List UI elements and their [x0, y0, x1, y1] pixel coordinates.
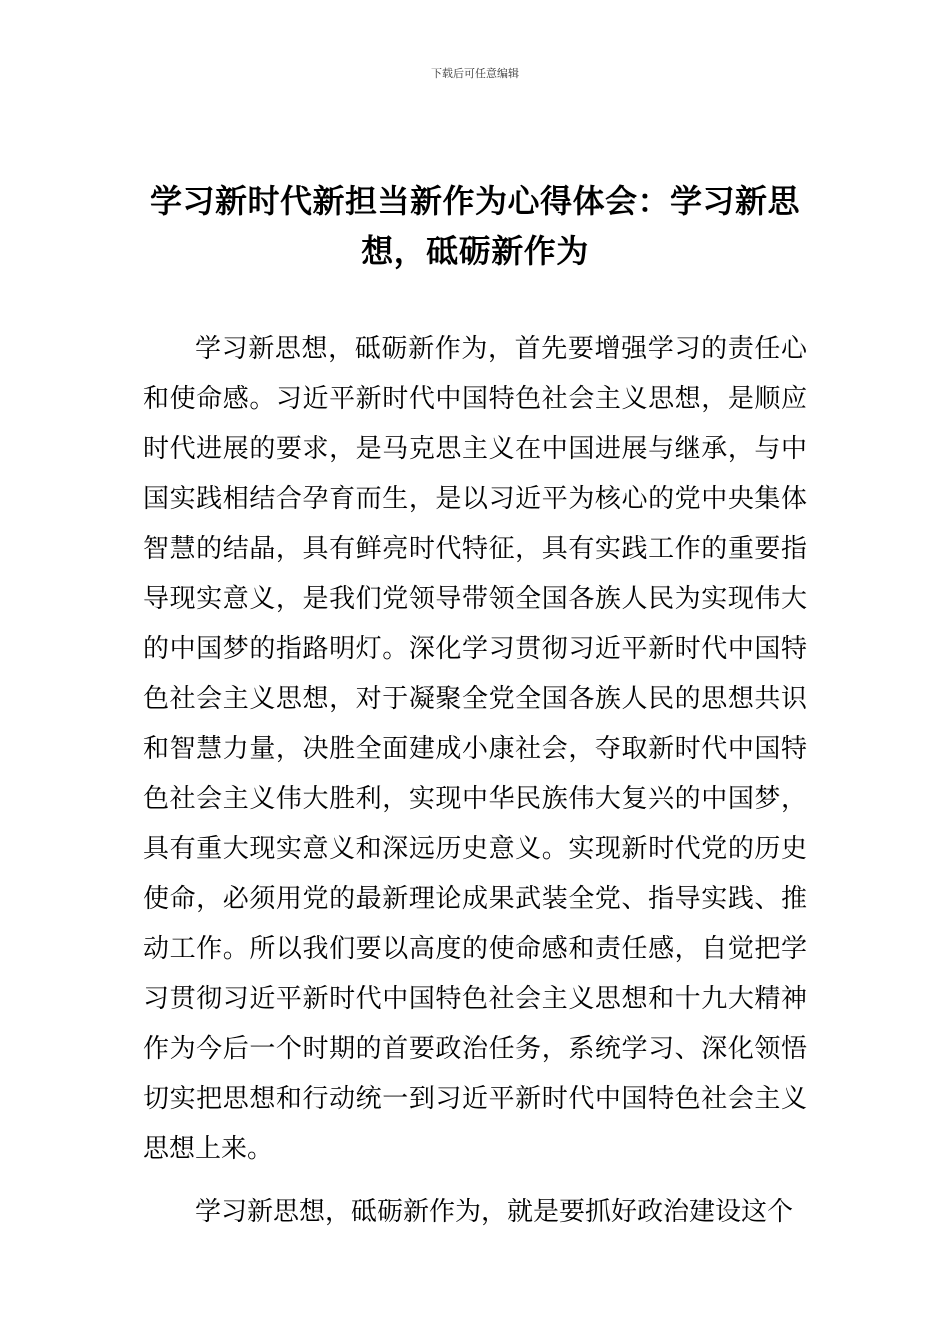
document-body [143, 324, 807, 1237]
header-note: 下载后可任意编辑 [431, 67, 519, 80]
document-title: 学习新时代新担当新作为心得体会：学习新思想，砥砺新作为 [149, 182, 800, 270]
paragraph-1: 学习新思想，砥砺新作为，首先要增强学习的责任心和使命感。习近平新时代中国特色社会主义思想，是顺应时代进展的要求，是马克思主义在中国进展与继承，与中国实践相结合孕育而生，是以习近平为核心的党中央集体智慧的结晶，具有鲜亮时代特征，具有实践工作的重要指导现实意义，是我们党领导带领全国各族人民为实现伟大的中国梦的指路明灯。深化学习贯彻习近平新时代中国特色社会主义思想，对于凝聚全党全国各族人民的思想共识和智慧力量，决胜全面建成小康社会，夺取新时代中国特色社会主义伟大胜利，实现中华民族伟大复兴的中国梦，具有重大现实意义和深远历史意义。实现新时代党的历史使命，必须用党的最新理论成果武装全党、指导实践、推动工作。所以我们要以高度的使命感和责任感，自觉把学习贯彻习近平新时代中国特色社会主义思想和十九大精神作为今后一个时期的首要政治任务，系统学习、深化领悟切实把思想和行动统一到习近平新时代中国特色社会主义思想上来。 [143, 334, 807, 1164]
paragraph-2: 学习新思想，砥砺新作为，就是要抓好政治建设这个 [195, 1197, 794, 1227]
